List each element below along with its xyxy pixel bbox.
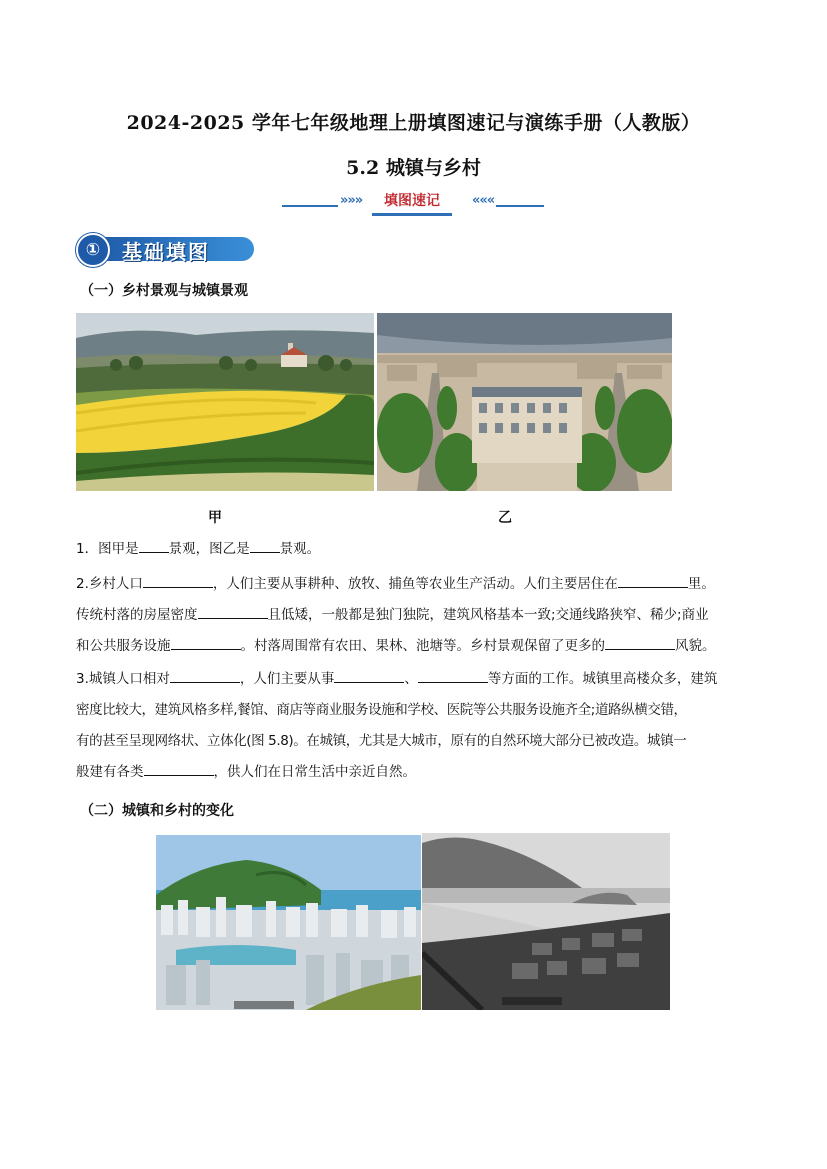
banner-label: 填图速记 [384, 193, 440, 209]
urban-landscape-photo [377, 313, 672, 491]
modern-city-photo [156, 835, 421, 1010]
section-title: 基础填图 [122, 240, 210, 264]
historic-town-photo [422, 833, 670, 1010]
double-chevron-right-icon: »»» [340, 193, 363, 208]
banner-underline [372, 213, 452, 216]
fill-blank[interactable] [618, 573, 688, 588]
fill-blank[interactable] [198, 604, 268, 619]
section-banner [282, 188, 544, 218]
question-3: 3.城镇人口相对 ，人们主要从事 、 等方面的工作。城镇里高楼众多，建筑 密度比较大，建筑风格多样,餐馆、商店等商业服务设施和学校、医院等公共服务设施齐全;道路纵横交错， 有的甚至呈现网络状、立体化(图 5.8)。在城镇，尤其是大城市，原有的自然环境大部分已被改造。城镇一 般建有各类 ，供人们在日常生活中亲近自然。 [76, 664, 756, 788]
section-badge [76, 233, 256, 265]
fill-blank[interactable] [605, 635, 675, 650]
banner-right-line [496, 205, 544, 207]
fill-blank[interactable] [418, 668, 488, 683]
document-title: 2024-2025 学年七年级地理上册填图速记与演练手册（人教版） [126, 112, 701, 134]
section-number-icon: ① [76, 233, 110, 267]
caption-urban: 乙 [498, 510, 512, 526]
fill-blank[interactable] [143, 573, 213, 588]
fill-blank[interactable] [334, 668, 404, 683]
fill-blank[interactable] [171, 635, 241, 650]
part1-heading: （一）乡村景观与城镇景观 [80, 283, 248, 299]
part2-heading: （二）城镇和乡村的变化 [80, 803, 234, 819]
fill-blank[interactable] [170, 668, 240, 683]
fill-blank[interactable] [144, 761, 214, 776]
fill-blank[interactable] [250, 538, 280, 553]
banner-left-line [282, 205, 338, 207]
double-chevron-left-icon: ««« [472, 193, 495, 208]
caption-rural: 甲 [208, 510, 222, 526]
fill-blank[interactable] [139, 538, 169, 553]
lesson-subtitle: 5.2 城镇与乡村 [346, 157, 481, 179]
question-2: 2.乡村人口 ，人们主要从事耕种、放牧、捕鱼等农业生产活动。人们主要居住在 里。 传统村落的房屋密度 且低矮，一般都是独门独院，建筑风格基本一致;交通线路狭窄、稀少;商业 和公共服务设施 。村落周围常有农田、果林、池塘等。乡村景观保留了更多的 风貌。 [76, 569, 756, 662]
question-1: 1．图甲是 景观，图乙是 景观。 [76, 534, 756, 565]
rural-landscape-photo [76, 313, 374, 491]
